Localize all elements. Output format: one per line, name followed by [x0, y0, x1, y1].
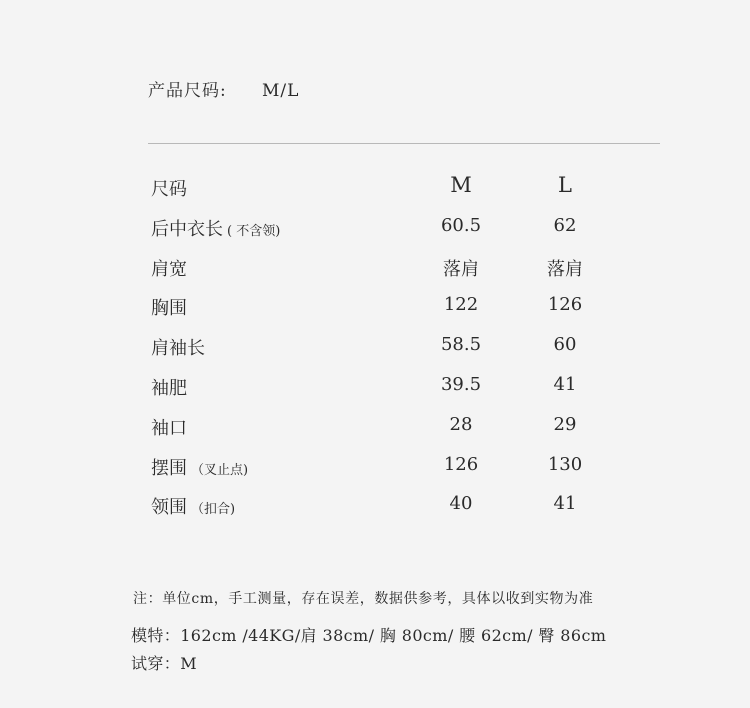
row-value-m: 28	[449, 413, 473, 435]
row-value-l: 29	[553, 413, 577, 435]
size-table	[0, 170, 750, 528]
row-value-l: 落肩	[547, 258, 583, 280]
row-value-m: 126	[443, 453, 479, 475]
row-label: 袖肥	[151, 377, 187, 399]
row-value-m: 39.5	[440, 373, 482, 395]
product-size-value: M/L	[262, 81, 300, 101]
row-label: 领围 （扣合)	[151, 497, 236, 519]
row-value-l: 62	[553, 214, 577, 236]
divider-line	[148, 143, 660, 144]
row-label: 摆围 （叉止点)	[151, 457, 249, 479]
table-header-row	[0, 170, 750, 210]
row-value-l: 130	[547, 453, 583, 475]
row-label: 肩宽	[151, 258, 187, 280]
product-size-line	[148, 76, 299, 101]
table-row	[0, 409, 750, 449]
row-value-m: 60.5	[440, 214, 482, 236]
table-row	[0, 250, 750, 290]
row-value-m: 40	[449, 493, 473, 515]
row-value-l: 126	[547, 294, 583, 316]
row-value-l: 41	[553, 493, 577, 515]
table-row	[0, 289, 750, 329]
table-row	[0, 210, 750, 250]
table-row	[0, 369, 750, 409]
try-on-size: 试穿：M	[131, 654, 197, 673]
model-measurements: 模特：162cm /44KG/肩 38cm/ 胸 80cm/ 腰 62cm/ 臀 86cm	[131, 626, 607, 645]
row-label: 袖口	[151, 417, 187, 439]
header-size-l: L	[558, 173, 572, 197]
row-value-l: 60	[553, 334, 577, 356]
row-value-m: 58.5	[440, 334, 482, 356]
product-size-label: 产品尺码:	[148, 81, 227, 101]
row-value-m: 122	[443, 294, 479, 316]
table-row	[0, 329, 750, 369]
row-label: 后中衣长 ( 不含领)	[151, 218, 281, 240]
row-label: 肩袖长	[151, 338, 205, 360]
table-row	[0, 488, 750, 528]
row-value-m: 落肩	[443, 258, 479, 280]
table-row	[0, 449, 750, 489]
row-value-l: 41	[553, 373, 577, 395]
header-size-label: 尺码	[151, 179, 187, 200]
measurement-note: 注：单位cm，手工测量，存在误差，数据供参考，具体以收到实物为准	[133, 591, 594, 607]
header-size-m: M	[450, 173, 472, 197]
row-label: 胸围	[151, 298, 187, 320]
